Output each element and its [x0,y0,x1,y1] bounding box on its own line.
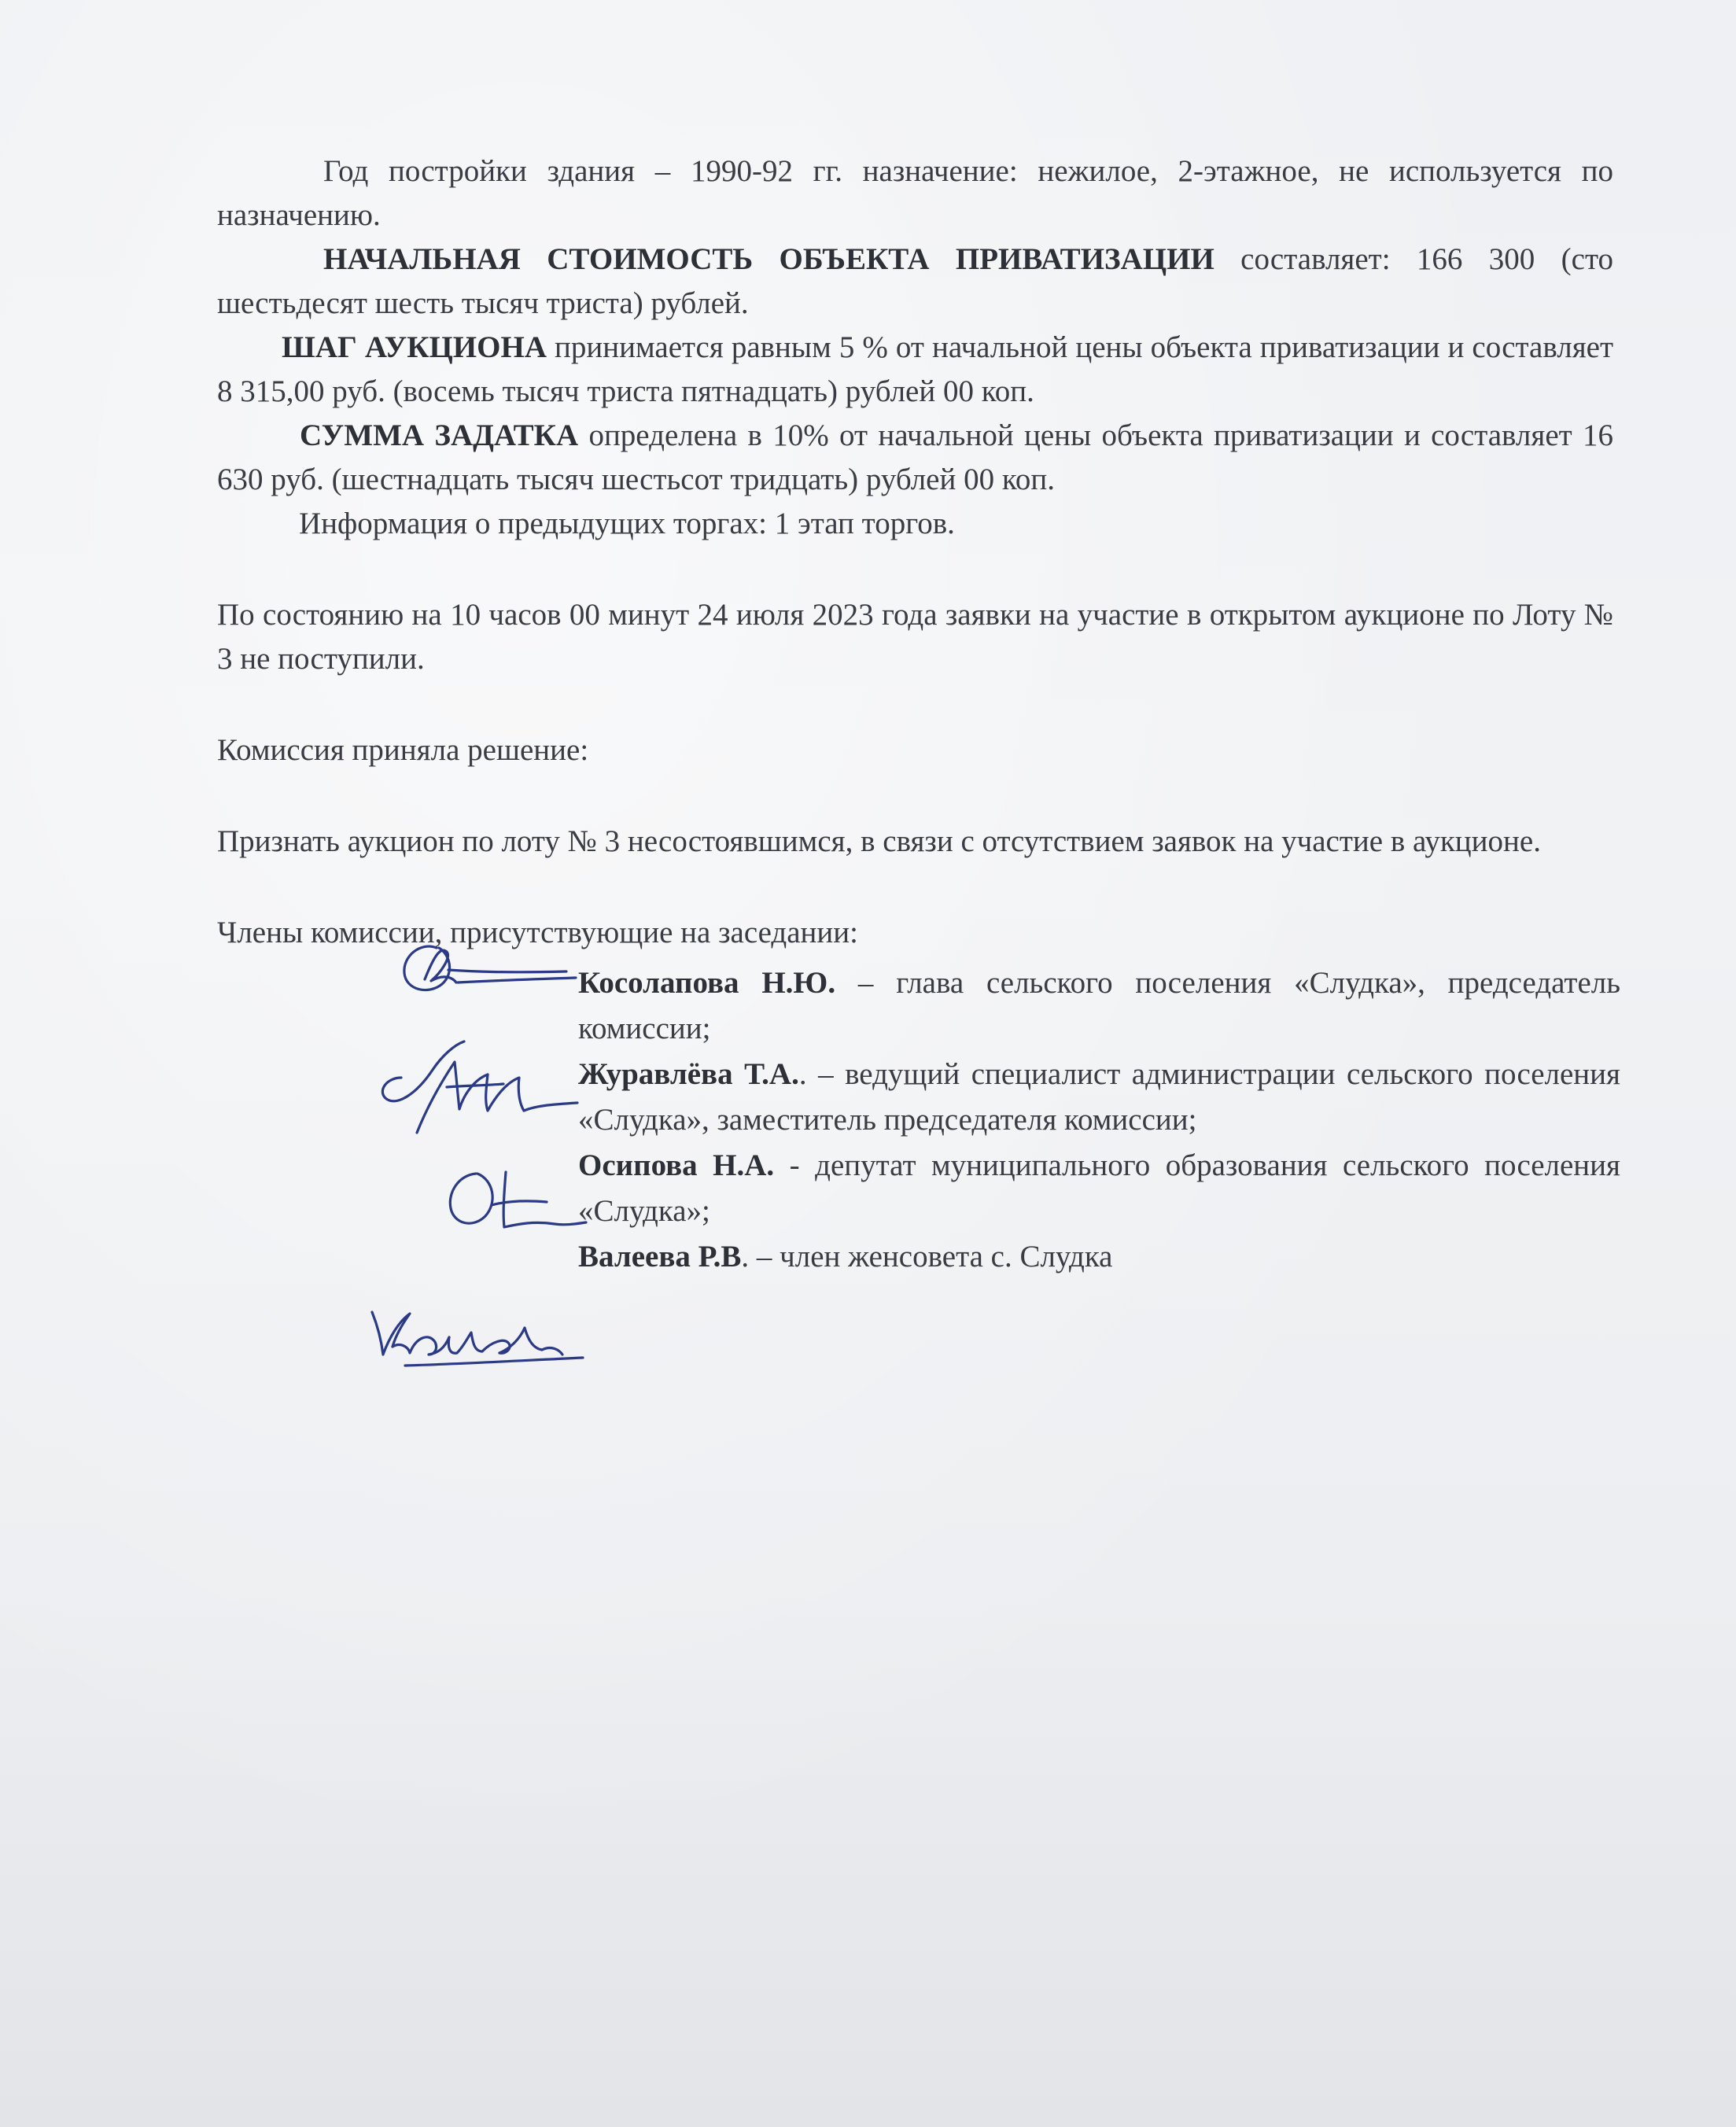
paragraph-auction-step [217,326,1613,414]
member-role: - депутат муниципального образования сельского поселения «Слудка»; [578,1148,1620,1228]
member-kosolapova [578,960,1620,1052]
paragraph-previous-auctions [217,502,1613,546]
paragraph-building-info [217,149,1613,238]
member-name: Журавлёва Т.А. [578,1057,799,1091]
decision-content-text: Признать аукцион по лоту № 3 несостоявшимся, в связи с отсутствием заявок на участие в аукционе. [217,824,1541,858]
deposit-text: определена в 10% от начальной цены объекта приватизации и составляет 16 630 руб. (шестнадцать тысяч шестьсот тридцать) рублей 00 коп. [217,418,1613,496]
deposit-heading: СУММА ЗАДАТКА [300,418,579,452]
initial-cost-text: составляет: 166 300 (сто шестьдесят шесть тысяч триста) рублей. [217,242,1613,320]
member-name: Валеева Р.В [578,1240,742,1274]
member-name: Косолапова Н.Ю. [578,966,836,1000]
member-valeeva [578,1234,1620,1280]
applications-status-text: По состоянию на 10 часов 00 минут 24 июля 2023 года заявки на участие в открытом аукционе по Лоту № 3 не поступили. [217,598,1613,676]
member-zhuravleva [578,1052,1620,1143]
signature-osipova [437,1156,594,1243]
auction-step-heading: ШАГ АУКЦИОНА [282,330,547,364]
paragraph-initial-cost [217,238,1613,326]
document-body [217,149,1613,955]
initial-cost-heading: НАЧАЛЬНАЯ СТОИМОСТЬ ОБЪЕКТА ПРИВАТИЗАЦИИ [323,242,1214,276]
members-heading-text: Члены комиссии, присутствующие на заседании: [217,916,859,949]
commission-decision-text: Комиссия приняла решение: [217,733,589,767]
member-name: Осипова Н.А. [578,1148,775,1182]
paragraph-commission-decision [217,728,1613,772]
signature-valeeva [350,1290,586,1377]
signature-kosolapova [393,924,582,1011]
previous-auctions-text: Информация о предыдущих торгах: 1 этап торгов. [299,507,955,540]
member-role: . – член женсовета с. Слудка [741,1240,1113,1274]
signature-zhuravleva [370,1030,582,1141]
paragraph-decision-content [217,820,1613,864]
paragraph-applications-status [217,593,1613,681]
building-info-text: Год постройки здания – 1990-92 гг. назначение: нежилое, 2-этажное, не используется по назначению. [217,154,1613,232]
commission-members-list [578,960,1620,1280]
auction-step-text: принимается равным 5 % от начальной цены объекта приватизации и составляет 8 315,00 руб. (восемь тысяч триста пятнадцать) рублей 00 коп. [217,330,1613,408]
member-role: – глава сельского поселения «Слудка», председатель комиссии; [578,966,1621,1045]
member-role: . – ведущий специалист администрации сельского поселения «Слудка», заместитель председателя комиссии; [578,1057,1620,1137]
member-osipova [578,1143,1620,1234]
paragraph-deposit [217,414,1613,502]
